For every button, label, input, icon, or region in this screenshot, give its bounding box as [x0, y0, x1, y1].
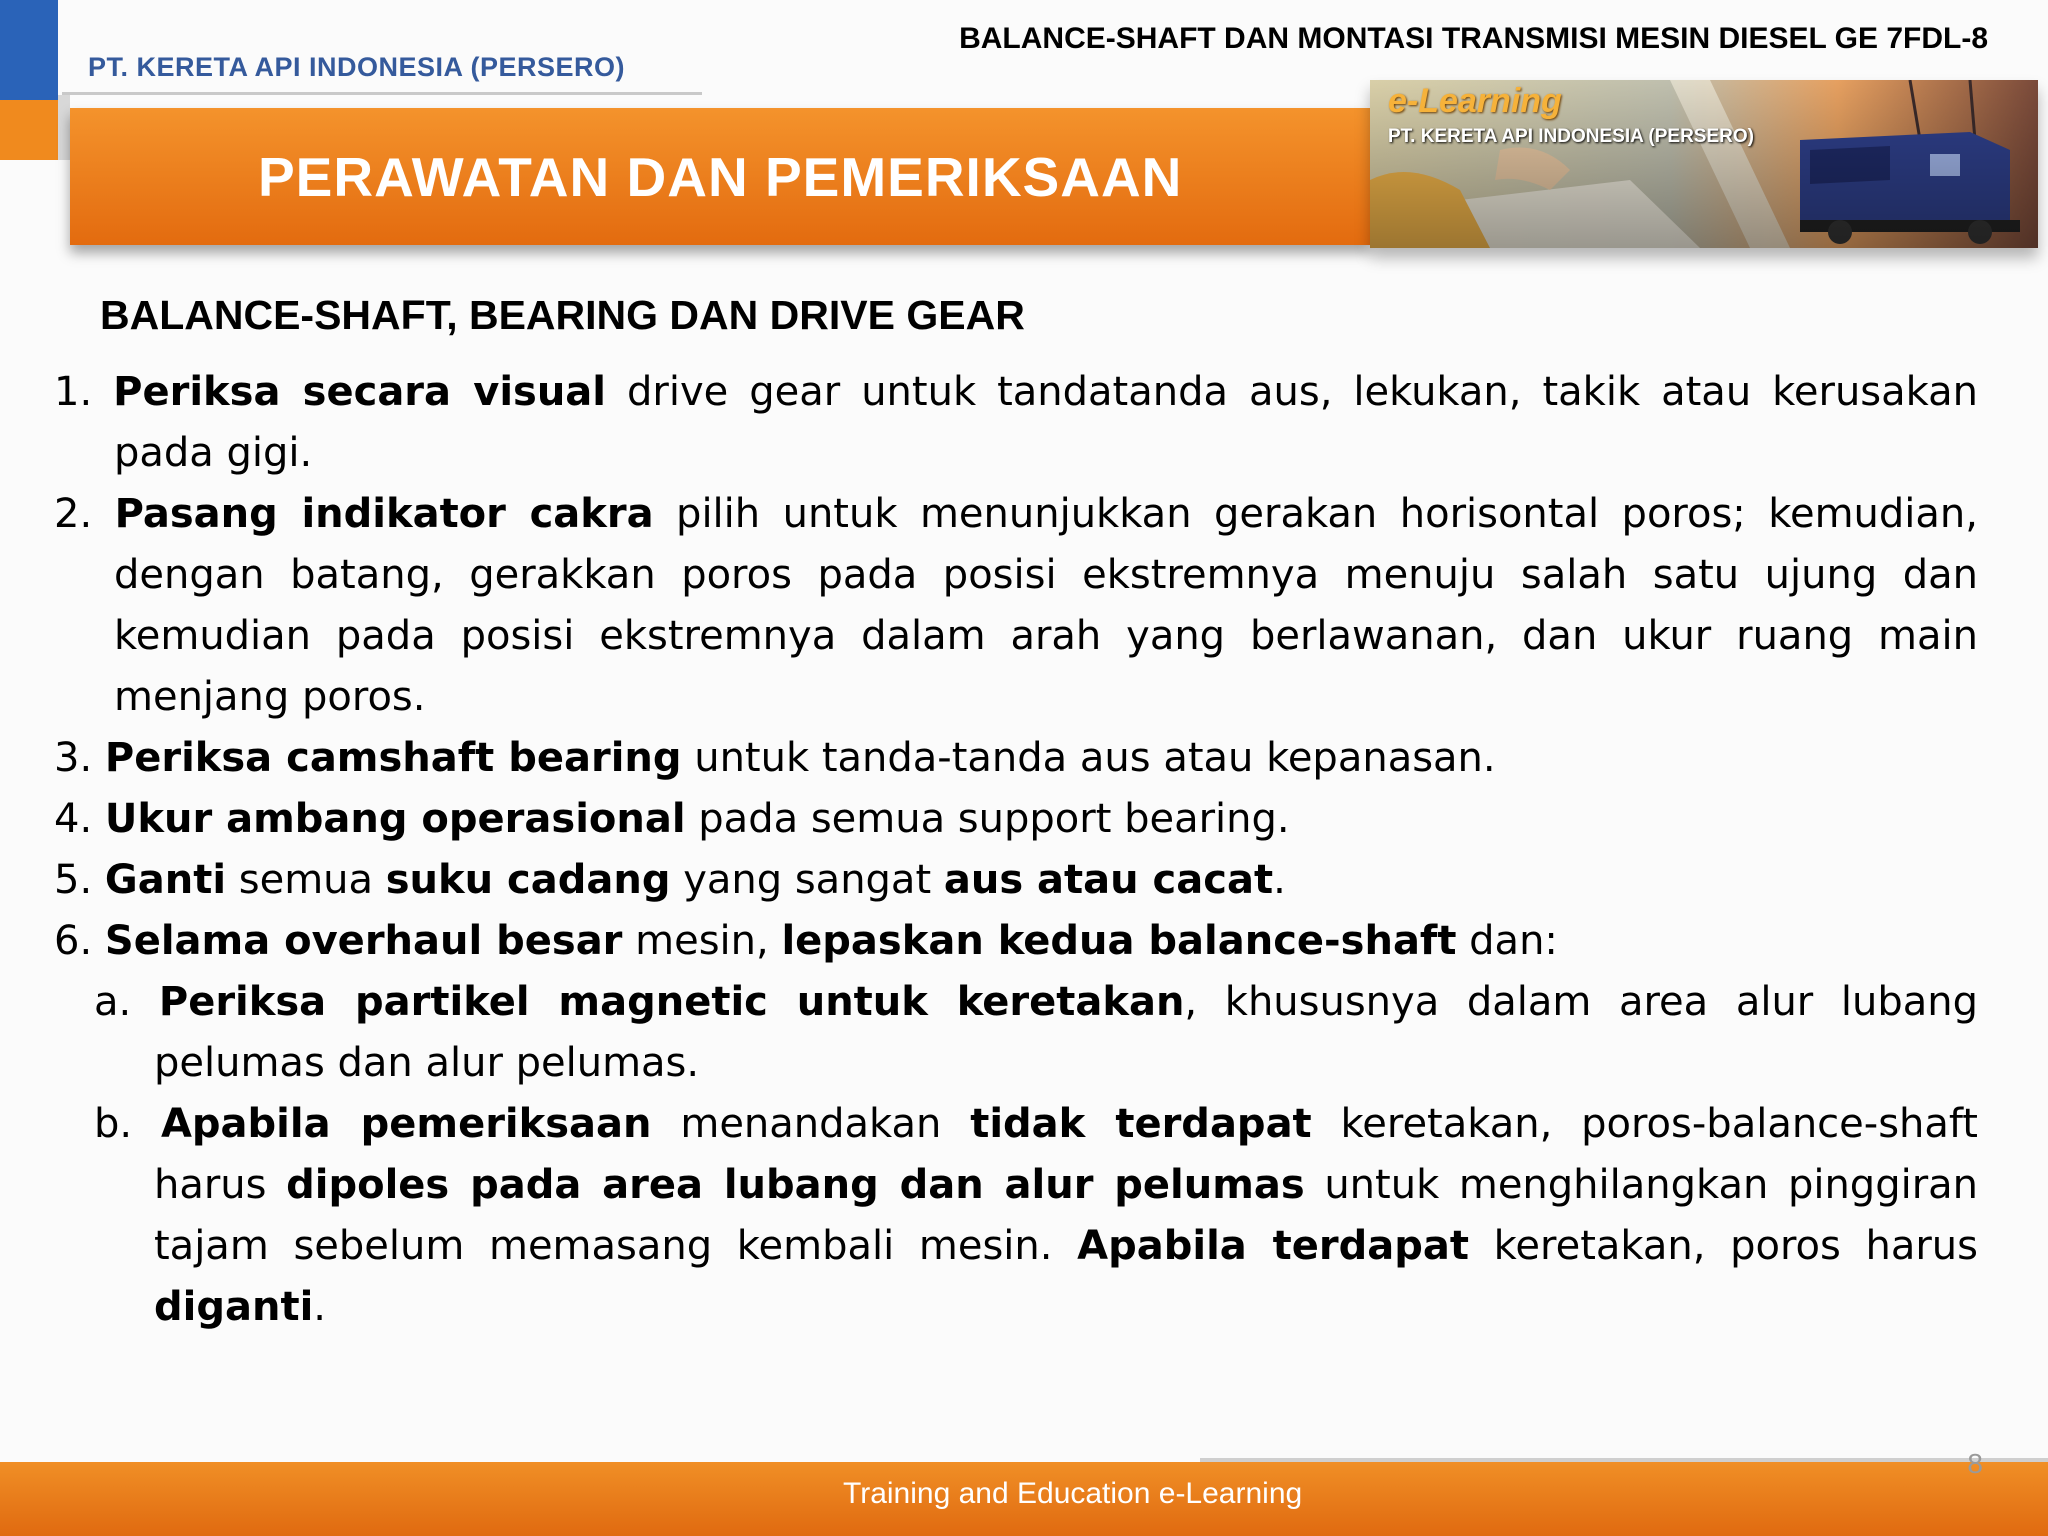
corner-grey-strip: [58, 95, 70, 160]
footer-label: Training and Education e-Learning: [843, 1477, 1303, 1510]
corner-orange-block: [0, 100, 58, 160]
list-item: 4. Ukur ambang operasional pada semua support bearing.: [54, 796, 1290, 842]
sub-list-item: a. Periksa partikel magnetic untuk keretakan, khususnya dalam area alur lubang pelumas dan alur pelumas.: [94, 979, 1978, 1086]
company-name: PT. KERETA API INDONESIA (PERSERO): [88, 52, 626, 82]
section-heading: BALANCE-SHAFT, BEARING DAN DRIVE GEAR: [100, 292, 1025, 338]
title-banner: [70, 108, 1370, 245]
corner-blue-block: [0, 0, 58, 100]
page-number: 8: [1967, 1448, 1983, 1479]
sub-list-item: b. Apabila pemeriksaan menandakan tidak terdapat keretakan, poros-balance-shaft harus dipoles pada area lubang dan alur pelumas untuk menghilangkan pinggiran tajam sebelum memasang kembali mesin. Apabila terdapat keretakan, poros harus diganti.: [94, 1101, 1979, 1330]
elearning-label: e-Learning: [1388, 82, 1562, 120]
elearning-company: PT. KERETA API INDONESIA (PERSERO): [1388, 126, 1754, 147]
document-title: BALANCE-SHAFT DAN MONTASI TRANSMISI MESIN DIESEL GE 7FDL-8: [959, 22, 1988, 55]
company-underline: [62, 92, 702, 95]
list-item: 3. Periksa camshaft bearing untuk tanda-tanda aus atau kepanasan.: [54, 735, 1496, 781]
list-item: 6. Selama overhaul besar mesin, lepaskan kedua balance-shaft dan:: [54, 918, 1558, 964]
list-item: 1. Periksa secara visual drive gear untuk tandatanda aus, lekukan, takik atau kerusakan pada gigi.: [54, 369, 1978, 476]
checklist: [54, 362, 1978, 1338]
list-item: 2. Pasang indikator cakra pilih untuk menunjukkan gerakan horisontal poros; kemudian, dengan batang, gerakkan poros pada posisi ekstremnya menuju salah satu ujung dan kemudian pada posisi ekstremnya dalam arah yang berlawanan, dan ukur ruang main menjang poros.: [54, 491, 1978, 720]
list-item: 5. Ganti semua suku cadang yang sangat aus atau cacat.: [54, 857, 1286, 903]
slide-title: PERAWATAN DAN PEMERIKSAAN: [258, 145, 1183, 208]
elearning-header-image: [1370, 80, 2038, 248]
